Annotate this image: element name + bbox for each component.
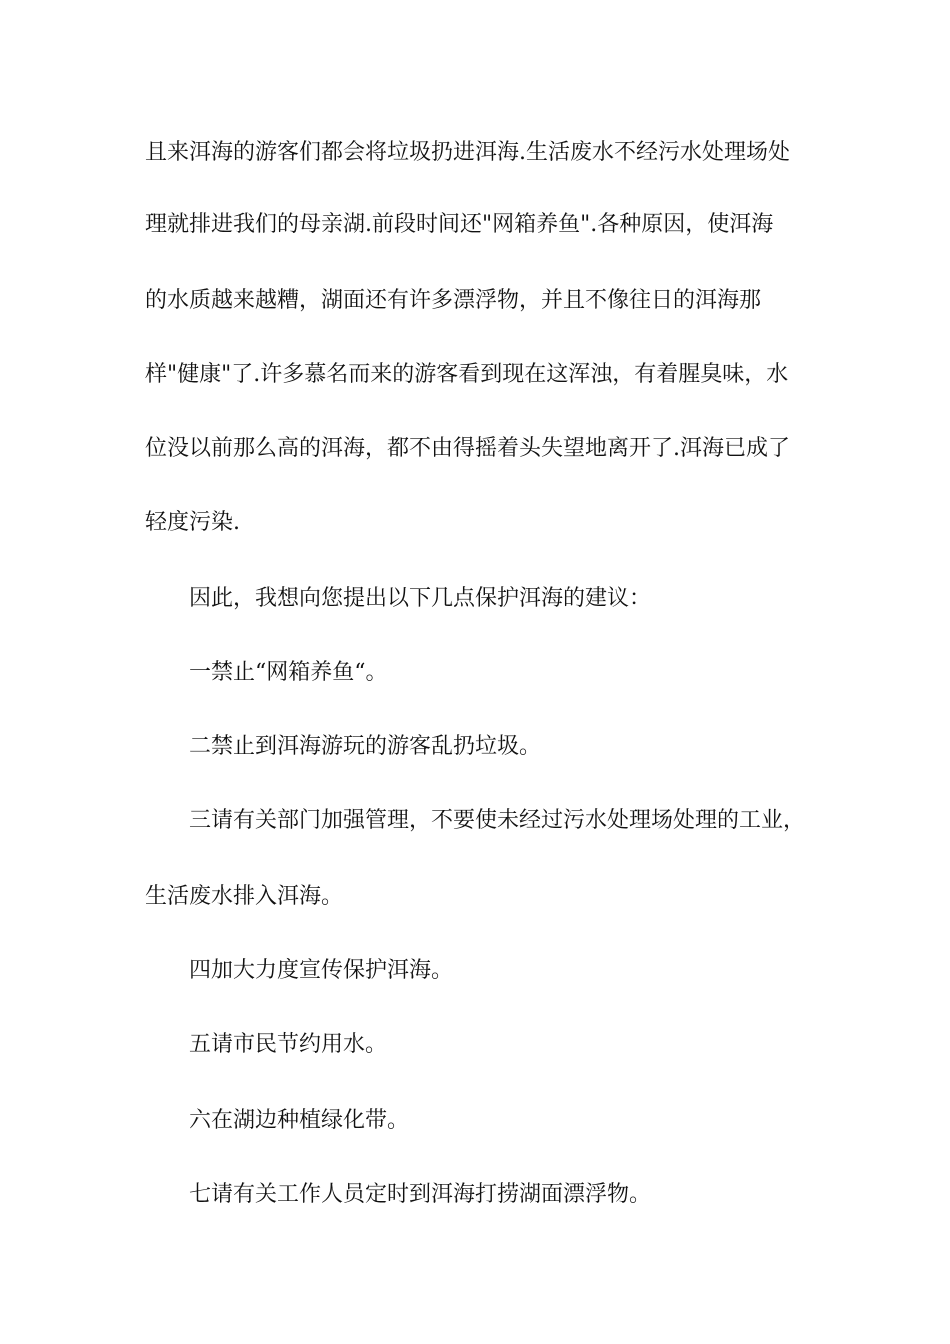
suggestion-item-7: 七请有关工作人员定时到洱海打捞湖面漂浮物。 bbox=[189, 1182, 652, 1207]
paragraph-line-6: 轻度污染. bbox=[145, 510, 240, 535]
paragraph-line-2: 理就排进我们的母亲湖.前段时间还"网箱养鱼".各种原因，使洱海 bbox=[145, 212, 774, 237]
paragraph-line-5: 位没以前那么高的洱海，都不由得摇着头失望地离开了.洱海已成了 bbox=[145, 436, 790, 461]
suggestion-item-5: 五请市民节约用水。 bbox=[189, 1032, 388, 1057]
suggestion-item-3-continued: 生活废水排入洱海。 bbox=[145, 884, 344, 909]
suggestion-item-1: 一禁止“网箱养鱼“。 bbox=[189, 660, 388, 685]
suggestion-item-4: 四加大力度宣传保护洱海。 bbox=[189, 958, 454, 983]
paragraph-line-3: 的水质越来越糟，湖面还有许多漂浮物，并且不像往日的洱海那 bbox=[145, 288, 762, 313]
suggestion-item-3: 三请有关部门加强管理，不要使未经过污水处理场处理的工业， bbox=[189, 808, 806, 833]
suggestion-intro: 因此，我想向您提出以下几点保护洱海的建议： bbox=[189, 586, 652, 611]
suggestion-item-6: 六在湖边种植绿化带。 bbox=[189, 1108, 410, 1133]
paragraph-line-1: 且来洱海的游客们都会将垃圾扔进洱海.生活废水不经污水处理场处 bbox=[145, 140, 790, 165]
paragraph-line-4: 样"健康"了.许多慕名而来的游客看到现在这浑浊，有着腥臭味，水 bbox=[145, 362, 789, 387]
suggestion-item-2: 二禁止到洱海游玩的游客乱扔垃圾。 bbox=[189, 734, 542, 759]
